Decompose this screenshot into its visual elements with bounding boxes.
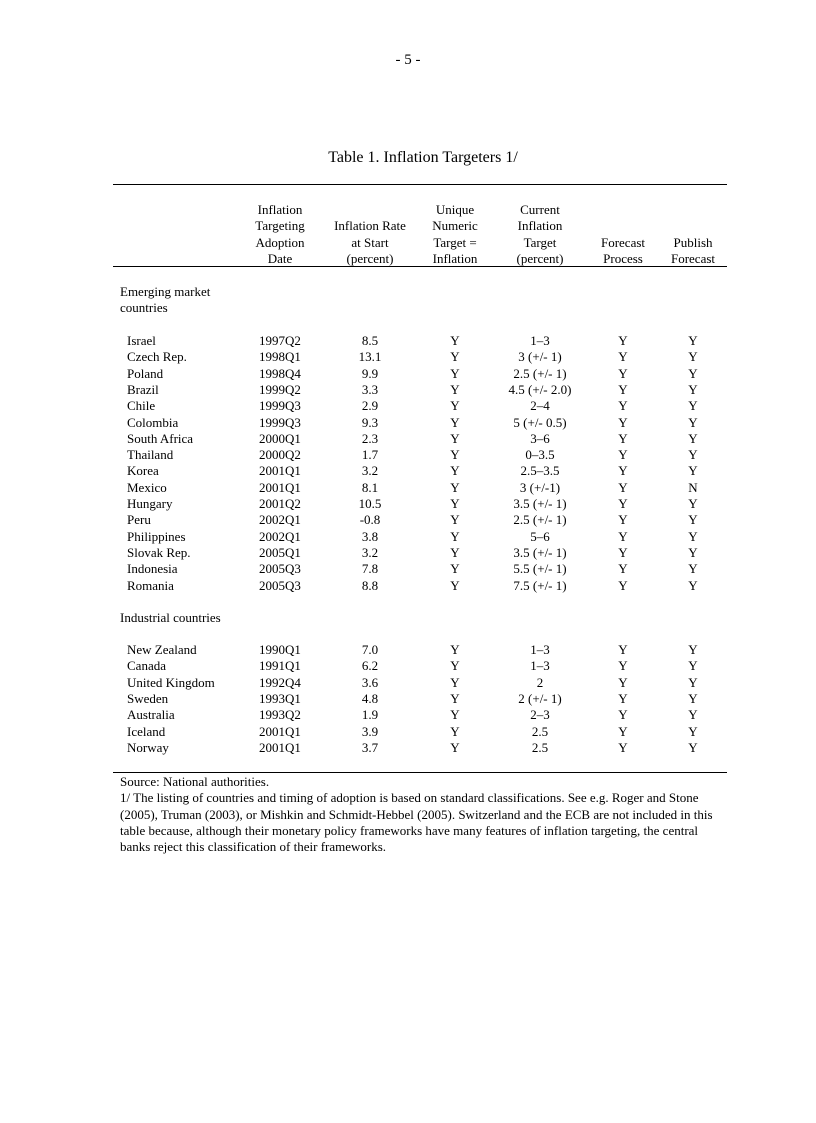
header-rule: [113, 266, 727, 267]
country-cell: Chile: [127, 398, 156, 414]
table-cell: Y: [450, 479, 460, 495]
table-cell: Y: [688, 333, 698, 348]
table-cell: 8.8: [361, 577, 379, 593]
table-cell: Y: [688, 349, 698, 365]
country-cell: Indonesia: [127, 561, 178, 577]
table-cell: 3.2: [361, 544, 379, 560]
country-cell: Thailand: [127, 447, 174, 463]
table-cell: Y: [688, 577, 698, 593]
table-cell: Y: [450, 642, 460, 657]
table-cell: 2: [536, 674, 544, 690]
top-rule: [113, 184, 727, 185]
table-cell: Y: [618, 398, 628, 414]
table-cell: Y: [618, 739, 628, 755]
table-cell: 2.5 (+/- 1): [513, 365, 567, 381]
table-cell: 3.5 (+/- 1): [513, 496, 567, 511]
table-cell: 2001Q1: [259, 723, 301, 739]
table-cell: Y: [450, 577, 460, 593]
country-cell: Iceland: [127, 723, 166, 739]
table-cell: 5.5 (+/- 1): [513, 561, 567, 577]
country-cell: Korea: [127, 463, 159, 479]
table-cell: Y: [618, 561, 628, 577]
table-cell: 1993Q2: [259, 707, 301, 723]
country-cell: Norway: [127, 739, 169, 755]
source-note: Source: National authorities.: [120, 774, 270, 789]
table-cell: 2–4: [530, 398, 550, 414]
table-cell: 1998Q4: [259, 365, 301, 381]
table-cell: Y: [450, 544, 460, 560]
table-cell: 7.8: [361, 561, 379, 577]
table-cell: Y: [450, 349, 460, 365]
country-cell: Slovak Rep.: [127, 544, 191, 560]
table-cell: Y: [688, 528, 698, 544]
table-cell: 2001Q1: [259, 739, 301, 755]
table-cell: 1–3: [530, 658, 550, 674]
table-cell: 8.5: [361, 333, 379, 348]
table-cell: Y: [618, 674, 628, 690]
table-cell: 1–3: [530, 333, 550, 348]
table-cell: Y: [450, 430, 460, 446]
table-cell: Y: [618, 414, 628, 430]
country-cell: Sweden: [127, 690, 169, 706]
country-cell: New Zealand: [127, 642, 197, 657]
table-cell: Y: [688, 496, 698, 511]
country-cell: Colombia: [127, 414, 179, 430]
table-cell: 2002Q1: [259, 528, 301, 544]
table-cell: 2001Q1: [259, 463, 301, 479]
table-cell: Y: [688, 561, 698, 577]
table-cell: 5 (+/- 0.5): [513, 414, 567, 430]
table-cell: Y: [450, 723, 460, 739]
table-cell: Y: [688, 414, 698, 430]
table-cell: 1.9: [361, 707, 379, 723]
table-cell: 2.5 (+/- 1): [513, 512, 567, 528]
table-cell: Y: [688, 544, 698, 560]
table-cell: 5–6: [530, 528, 550, 544]
table-cell: 1993Q1: [259, 690, 301, 706]
table-cell: Y: [450, 333, 460, 348]
table-cell: Y: [618, 430, 628, 446]
table-cell: Y: [450, 674, 460, 690]
table-cell: Y: [450, 658, 460, 674]
table-cell: Y: [688, 658, 698, 674]
table-cell: 4.5 (+/- 2.0): [508, 381, 572, 397]
table-cell: 3.6: [361, 674, 379, 690]
table-cell: 3–6: [530, 430, 550, 446]
table-cell: 2005Q3: [259, 577, 301, 593]
country-cell: United Kingdom: [127, 674, 215, 690]
table-cell: 1999Q3: [259, 398, 301, 414]
table-cell: 3.2: [361, 463, 379, 479]
table-cell: 2.5: [531, 723, 549, 739]
country-cell: Czech Rep.: [127, 349, 187, 365]
column-header: Publish Forecast: [670, 234, 716, 266]
table-cell: 7.5 (+/- 1): [513, 577, 567, 593]
table-cell: Y: [688, 512, 698, 528]
table-cell: 2.5: [531, 739, 549, 755]
country-cell: Mexico: [127, 479, 167, 495]
table-cell: 4.8: [361, 690, 379, 706]
table-cell: 1991Q1: [259, 658, 301, 674]
table-cell: Y: [450, 739, 460, 755]
table-cell: Y: [688, 447, 698, 463]
table-cell: Y: [450, 496, 460, 511]
table-cell: Y: [618, 528, 628, 544]
country-cell: Israel: [127, 333, 156, 348]
table-cell: 3.8: [361, 528, 379, 544]
table-cell: Y: [450, 463, 460, 479]
table-cell: 2000Q2: [259, 447, 301, 463]
table-cell: Y: [618, 707, 628, 723]
table-cell: N: [688, 479, 698, 495]
table-cell: Y: [618, 365, 628, 381]
table-title: Table 1. Inflation Targeters 1/: [328, 149, 518, 166]
table-cell: Y: [688, 674, 698, 690]
table-cell: 1990Q1: [259, 642, 301, 657]
country-cell: Canada: [127, 658, 166, 674]
table-cell: Y: [450, 398, 460, 414]
bottom-rule: [113, 772, 727, 773]
table-cell: -0.8: [359, 512, 381, 528]
table-cell: 1992Q4: [259, 674, 301, 690]
table-cell: 2 (+/- 1): [518, 690, 562, 706]
table-cell: Y: [618, 512, 628, 528]
country-cell: Poland: [127, 365, 164, 381]
table-cell: 2.5–3.5: [520, 463, 560, 479]
table-cell: Y: [688, 739, 698, 755]
footnote: 1/ The listing of countries and timing of adoption is based on standard classifications. See e.g. Roger and Stone (2005), Truman (2003), or Mishkin and Schmidt-Hebbel (2005). Switzerland and the ECB are not included in this table because, although their monetary policy frameworks have many features of inflation targeting, the central banks reject this classification of their frameworks.: [120, 790, 713, 855]
table-cell: Y: [618, 723, 628, 739]
column-header: Current Inflation Target (percent): [516, 202, 564, 266]
table-cell: Y: [688, 723, 698, 739]
table-cell: 2002Q1: [259, 512, 301, 528]
country-cell: Peru: [127, 512, 151, 528]
country-cell: Australia: [127, 707, 175, 723]
table-cell: Y: [618, 577, 628, 593]
country-cell: Philippines: [127, 528, 186, 544]
table-cell: Y: [618, 463, 628, 479]
table-cell: Y: [688, 707, 698, 723]
table-cell: 2.9: [361, 398, 379, 414]
section-label: Industrial countries: [120, 610, 221, 625]
table-cell: 8.1: [361, 479, 379, 495]
table-cell: Y: [450, 414, 460, 430]
table-cell: 9.3: [361, 414, 379, 430]
table-cell: Y: [450, 707, 460, 723]
table-cell: 1997Q2: [259, 333, 301, 348]
country-cell: South Africa: [127, 430, 194, 446]
table-cell: 3.5 (+/- 1): [513, 544, 567, 560]
table-cell: Y: [688, 398, 698, 414]
country-cell: Romania: [127, 577, 174, 593]
table-cell: Y: [450, 512, 460, 528]
table-cell: 2–3: [530, 707, 550, 723]
table-cell: 13.1: [358, 349, 382, 365]
column-header: Inflation Rate at Start (percent): [334, 218, 406, 266]
table-cell: Y: [450, 690, 460, 706]
table-cell: Y: [618, 333, 628, 348]
section-label: Emerging market countries: [120, 284, 211, 316]
table-cell: 3.3: [361, 381, 379, 397]
table-cell: 7.0: [361, 642, 379, 657]
country-cell: Hungary: [127, 496, 173, 511]
table-cell: Y: [618, 642, 628, 657]
table-cell: 3 (+/- 1): [518, 349, 562, 365]
table-cell: Y: [618, 658, 628, 674]
table-cell: 1–3: [530, 642, 550, 657]
table-cell: Y: [688, 381, 698, 397]
table-cell: 0–3.5: [525, 447, 555, 463]
table-cell: 3.7: [361, 739, 379, 755]
column-header: Forecast Process: [600, 234, 646, 266]
table-cell: 3 (+/-1): [519, 479, 561, 495]
table-cell: 2001Q1: [259, 479, 301, 495]
table-cell: 2.3: [361, 430, 379, 446]
page-number: - 5 -: [395, 52, 421, 68]
column-header: Inflation Targeting Adoption Date: [255, 202, 305, 266]
column-header: Unique Numeric Target = Inflation: [432, 202, 478, 266]
table-cell: 1.7: [361, 447, 379, 463]
table-cell: Y: [688, 463, 698, 479]
table-cell: Y: [450, 365, 460, 381]
table-cell: Y: [688, 430, 698, 446]
table-cell: 3.9: [361, 723, 379, 739]
table-cell: Y: [618, 496, 628, 511]
table-cell: 2005Q3: [259, 561, 301, 577]
table-cell: Y: [688, 365, 698, 381]
table-cell: Y: [618, 381, 628, 397]
table-cell: Y: [618, 544, 628, 560]
table-cell: Y: [450, 381, 460, 397]
table-cell: Y: [450, 561, 460, 577]
table-cell: 10.5: [358, 496, 382, 511]
table-cell: 1999Q2: [259, 381, 301, 397]
table-cell: 2000Q1: [259, 430, 301, 446]
table-notes: [120, 774, 730, 855]
table-cell: Y: [688, 690, 698, 706]
table-cell: Y: [688, 642, 698, 657]
country-cell: Brazil: [127, 381, 159, 397]
table-cell: Y: [618, 447, 628, 463]
table-cell: 2005Q1: [259, 544, 301, 560]
table-cell: 1999Q3: [259, 414, 301, 430]
table-cell: 9.9: [361, 365, 379, 381]
table-cell: Y: [618, 690, 628, 706]
table-cell: 2001Q2: [259, 496, 301, 511]
table-cell: 6.2: [361, 658, 379, 674]
table-cell: Y: [450, 447, 460, 463]
table-cell: Y: [618, 479, 628, 495]
table-cell: Y: [618, 349, 628, 365]
table-cell: Y: [450, 528, 460, 544]
table-cell: 1998Q1: [259, 349, 301, 365]
